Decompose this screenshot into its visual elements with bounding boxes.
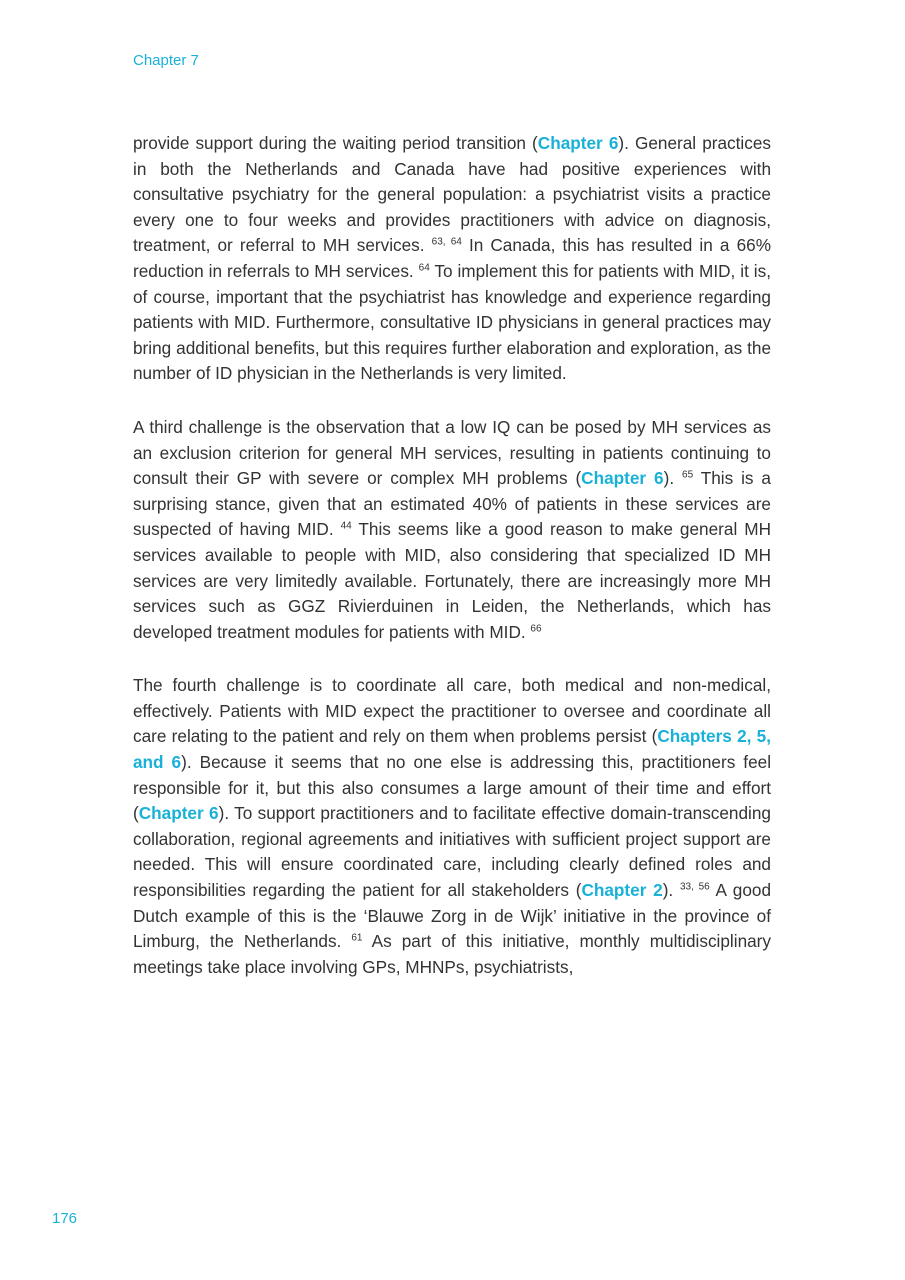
body-text (133, 131, 771, 1008)
citation-superscript: 64 (418, 262, 430, 274)
text-run: To implement this for patients with MID, it is, of course, important that the psychiatrist has knowledge and experience regarding patients with MID. Furthermore, consultative ID physicians in general practices may bring additional benefits, but this requires further elaboration and exploration, as the number of ID physician in the Netherlands is very limited. (133, 260, 771, 384)
text-run: A third challenge is the observation that a low IQ can be posed by MH services as an exclusion criterion for general MH services, resulting in patients continuing to consult their GP with severe or complex MH problems ( (133, 416, 771, 489)
text-run: A good Dutch example of this is the ‘Blauwe Zorg in de Wijk’ initiative in the province of Limburg, the Netherlands. (133, 880, 772, 952)
citation-superscript: 61 (351, 932, 363, 944)
chapter-reference-link[interactable]: Chapter 6 (537, 133, 619, 153)
running-head: Chapter 7 (133, 52, 199, 69)
citation-superscript: 44 (340, 520, 352, 532)
text-run: As part of this initiative, monthly multidisciplinary meetings take place involving GPs, MHNPs, psychiatrists, (133, 931, 772, 977)
paragraph (133, 131, 771, 387)
text-run: ). (662, 880, 680, 901)
text-run: ). Because it seems that no one else is addressing this, practitioners feel responsible for it, but this also consumes a large amount of their time and effort ( (133, 752, 772, 824)
citation-superscript: 63, 64 (431, 236, 462, 248)
chapter-reference-link[interactable]: Chapter 2 (581, 880, 663, 901)
paragraph (133, 673, 771, 980)
citation-superscript: 33, 56 (679, 881, 710, 893)
chapter-reference-link[interactable]: Chapter 6 (138, 803, 219, 824)
paragraph (133, 415, 771, 645)
page-number: 176 (52, 1210, 78, 1227)
text-run: This seems like a good reason to make general MH services available to people with MID, also considering that specialized ID MH services are very limitedly available. Fortunately, there are increasingly more MH services such as GGZ Rivierduinen in Leiden, the Netherlands, which has developed treatment modules for patients with MID. (133, 519, 771, 642)
text-run: ). General practices in both the Netherlands and Canada have had positive experiences with consultative psychiatry for the general population: a psychiatrist visits a practice every one to four weeks and provides practitioners with advice on diagnosis, treatment, or referral to MH services. (133, 133, 771, 256)
chapter-reference-link[interactable]: Chapter 6 (581, 468, 664, 489)
text-run: ). (663, 468, 683, 489)
text-run: The fourth challenge is to coordinate all care, both medical and non-medical, effectively. Patients with MID expect the practitioner to oversee and coordinate all care relating to the patient and rely on them when problems persist ( (133, 675, 771, 747)
text-run: In Canada, this has resulted in a 66% reduction in referrals to MH services. (133, 235, 771, 281)
chapter-reference-link[interactable]: Chapters 2, 5, and 6 (133, 726, 772, 773)
citation-superscript: 65 (682, 469, 694, 481)
text-run: provide support during the waiting period transition ( (133, 133, 538, 153)
text-run: This is a surprising stance, given that an estimated 40% of patients in these services are suspected of having MID. (133, 468, 771, 540)
text-run: ). To support practitioners and to facilitate effective domain-transcending collaboration, regional agreements and initiatives with sufficient project support are needed. This will ensure coordinated care, including clearly defined roles and responsibilities regarding the patient for all stakeholders ( (133, 803, 771, 901)
citation-superscript: 66 (530, 622, 542, 634)
